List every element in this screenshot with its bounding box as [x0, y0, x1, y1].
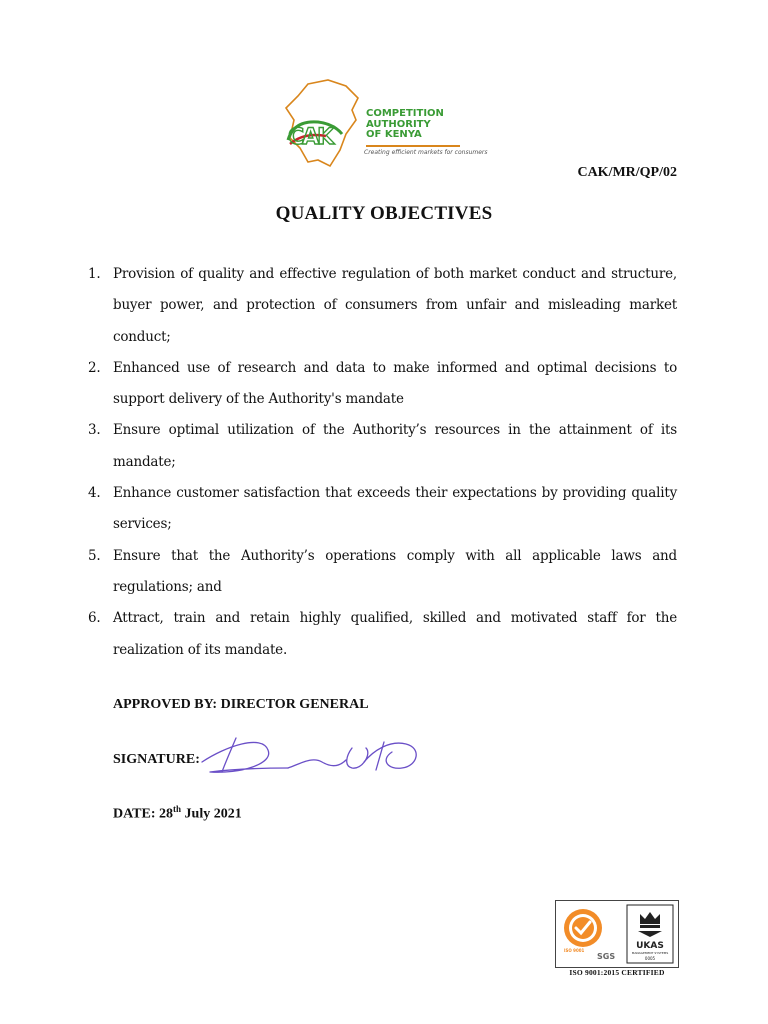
objective-number: 4. [88, 485, 101, 502]
objective-number: 6. [88, 610, 101, 627]
signature-label: SIGNATURE: [113, 752, 200, 767]
objective-number: 3. [88, 422, 101, 439]
objective-number: 1. [88, 266, 101, 282]
objective-item [88, 415, 677, 478]
objective-text: Enhance customer satisfaction that exceeds their expectations by providing quality services; [113, 485, 677, 533]
objective-text: Ensure that the Authority’s operations comply with all applicable laws and regulations; and [113, 547, 677, 595]
logo-rule [366, 145, 460, 147]
objective-item [88, 541, 677, 604]
iso-certified-label: ISO 9001:2015 CERTIFIED [569, 968, 665, 977]
objective-text: Attract, train and retain highly qualified, skilled and motivated staff for the realization of its mandate. [113, 610, 677, 658]
sgs-ring-text: ISO 9001 [564, 948, 585, 953]
sgs-iso-badge-icon [559, 904, 621, 964]
objective-item [88, 353, 677, 416]
objective-text: Ensure optimal utilization of the Authority’s resources in the attainment of its mandate; [113, 422, 677, 470]
objective-item [88, 478, 677, 541]
handwritten-signature [196, 722, 432, 782]
ukas-number: 0005 [644, 956, 656, 961]
logo-name-line-3: OF KENYA [366, 129, 422, 140]
ukas-crown-badge-icon [626, 904, 674, 964]
objective-number: 5. [88, 547, 101, 564]
logo-name-line-1: COMPETITION [366, 108, 444, 119]
objective-text: Provision of quality and effective regulation of both market conduct and structure, buyer power, and protection of consumers from unfair and misleading market conduct; [113, 266, 677, 345]
objective-item [88, 603, 677, 666]
objective-text: Enhanced use of research and data to make informed and optimal decisions to support delivery of the Authority's mandate [113, 359, 677, 408]
approval-date [113, 804, 242, 823]
date-ordinal-suffix: th [173, 804, 182, 814]
objective-item [88, 259, 677, 353]
date-label: DATE: 28 [113, 806, 174, 822]
date-month-year: July 2021 [181, 806, 242, 822]
logo-initials: CAK [288, 125, 333, 150]
logo-name-line-2: AUTHORITY [366, 118, 431, 130]
objectives-list [88, 259, 677, 666]
logo-tagline: Creating efficient markets for consumers [364, 149, 488, 156]
cak-logo [280, 76, 488, 186]
page-title: QUALITY OBJECTIVES [275, 203, 493, 224]
sgs-brand-label: SGS [597, 952, 616, 961]
kenya-map-emblem-icon [280, 76, 366, 176]
certification-badges [555, 900, 679, 968]
ukas-brand-label: UKAS [636, 941, 664, 951]
logo-wordmark [366, 109, 460, 147]
document-reference: CAK/MR/QP/02 [577, 165, 677, 180]
approved-by: APPROVED BY: DIRECTOR GENERAL [113, 697, 369, 712]
objective-number: 2. [88, 359, 101, 376]
ukas-subtitle: MANAGEMENT SYSTEMS [631, 951, 669, 955]
